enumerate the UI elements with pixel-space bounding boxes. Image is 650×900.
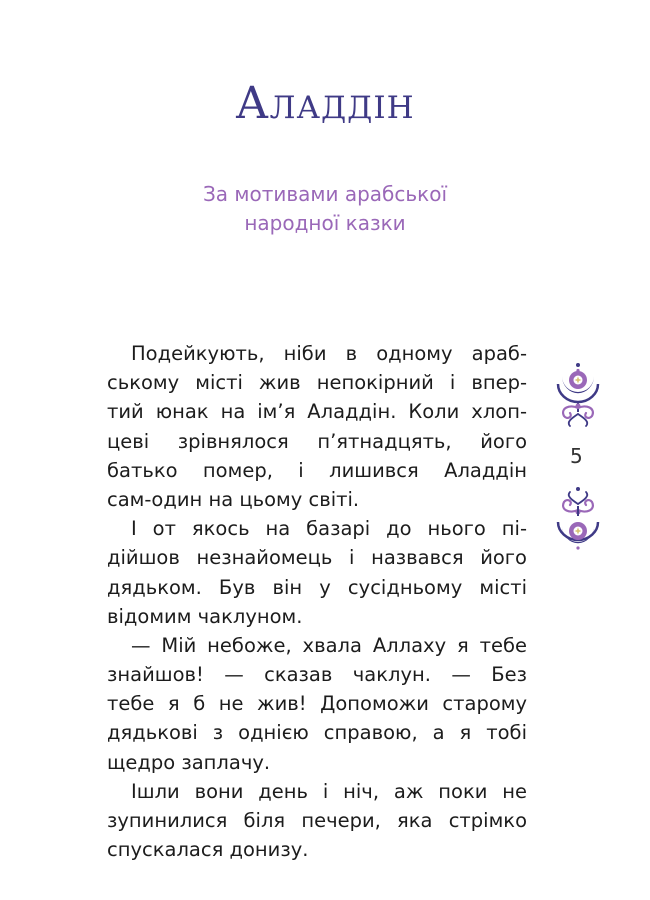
subtitle-line: народної казки [244, 211, 406, 235]
text-line: дядькові з однією справою, а я тобі [107, 721, 527, 745]
page-title: Аладдін [235, 78, 415, 129]
page-number: 5 [570, 444, 583, 468]
crescent-moon-ornament-icon [552, 486, 604, 556]
text-line: відомим чаклуном. [107, 604, 303, 628]
crescent-moon-ornament-icon [552, 362, 604, 432]
subtitle-line: За мотивами арабської [202, 182, 448, 206]
text-line: Подейкують, ніби в одному араб- [131, 342, 527, 365]
text-line: І от якось на базарі до нього пі- [131, 517, 527, 541]
text-line: спускалася донизу. [107, 838, 309, 862]
page-subtitle [0, 180, 650, 238]
text-line: дійшов незнайомець і назвався його [107, 546, 527, 570]
text-line: тий юнак на ім’я Аладдін. Коли хлоп- [107, 400, 527, 424]
text-line: зупинилися біля печери, яка стрімко [107, 809, 527, 832]
text-line: сам-один на цьому світі. [107, 487, 360, 511]
text-line: щедро заплачу. [107, 750, 271, 774]
text-line: Ішли вони день і ніч, аж поки не [131, 779, 527, 803]
text-line: батько помер, і лишився Аладдін [107, 458, 527, 482]
story-text [107, 339, 527, 864]
text-line: — Мій небоже, хвала Аллаху я тебе [131, 633, 527, 657]
text-line: ському місті жив непокірний і впер- [107, 371, 527, 395]
text-line: знайшов! — сказав чаклун. — Без [107, 663, 527, 687]
text-line: тебе я б не жив! Допоможи старому [107, 692, 527, 716]
text-line: цеві зрівнялося п’ятнадцять, його [107, 429, 527, 453]
text-line: дядьком. Був він у сусідньому місті [107, 575, 527, 599]
